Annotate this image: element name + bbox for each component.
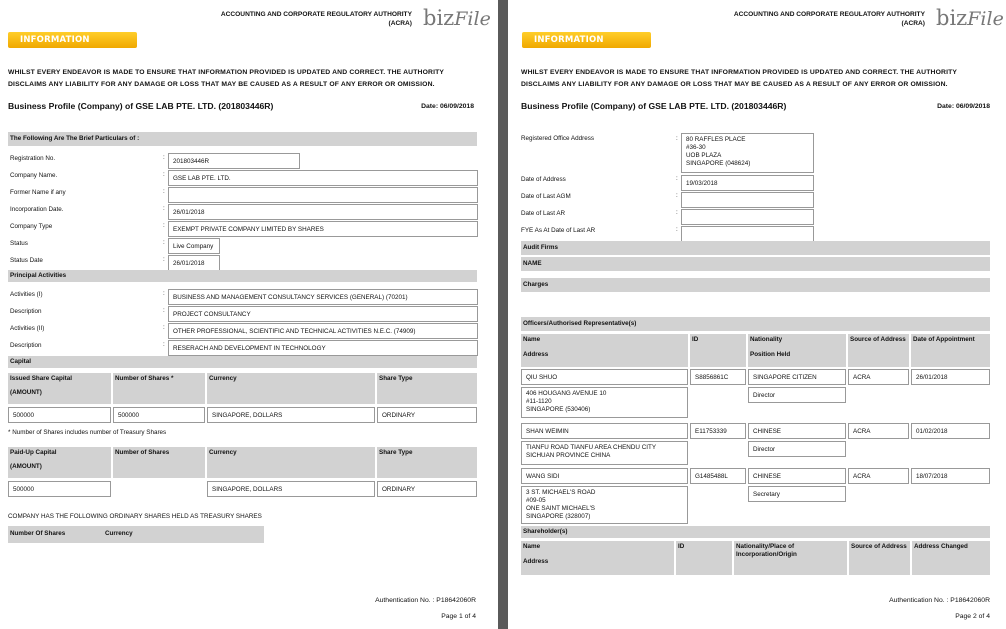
field-colon: : (163, 171, 165, 178)
officer-appointment-date: 01/02/2018 (911, 423, 990, 439)
address-line: 406 HOUGANG AVENUE 10 (526, 390, 607, 397)
address-line: SICHUAN PROVINCE CHINA (526, 452, 611, 459)
officer-nationality: CHINESE (748, 423, 846, 439)
field-colon: : (676, 209, 678, 216)
activity-value: RESERACH AND DEVELOPMENT IN TECHNOLOGY (168, 340, 478, 356)
issued-shares-header: Number of Shares * (113, 373, 205, 404)
shareholders-source-header: Source of Address (849, 541, 910, 575)
field-value: 26/01/2018 (168, 255, 220, 271)
field-value (168, 187, 478, 203)
profile-date: Date: 06/09/2018 (421, 103, 474, 110)
disclaimer: WHILST EVERY ENDEAVOR IS MADE TO ENSURE THAT INFORMATION PROVIDED IS UPDATED AND CORRECT. THE AUTHORITY DISCLAIMS ANY LIABILITY FOR ANY DAMAGE OR LOSS THAT MAY BE CAUSED AS A RESULT OF ANY ERROR OR OMISSION. (521, 69, 958, 88)
officer-appointment-date: 26/01/2018 (911, 369, 990, 385)
activity-label: Activities (I) (10, 291, 43, 298)
shareholders-heading: Shareholder(s) (521, 526, 990, 538)
officer-source: ACRA (848, 423, 909, 439)
particulars-heading: The Following Are The Brief Particulars of : (8, 132, 477, 146)
activities-heading: Principal Activities (8, 270, 477, 282)
activity-label: Description (10, 342, 42, 349)
page-number: Page 1 of 4 (441, 613, 476, 620)
officer-name: WANG SIDI (521, 468, 688, 484)
address-line: SINGAPORE (530406) (526, 406, 591, 413)
disclaimer: WHILST EVERY ENDEAVOR IS MADE TO ENSURE THAT INFORMATION PROVIDED IS UPDATED AND CORRECT. THE AUTHORITY DISCLAIMS ANY LIABILITY FOR ANY DAMAGE OR LOSS THAT MAY BE CAUSED AS A RESULT OF ANY ERROR OR OMISSION. (8, 69, 445, 88)
activity-colon: : (163, 307, 165, 314)
officers-name-address-header: Name Address (521, 334, 688, 367)
issued-capital-header: Issued Share Capital (AMOUNT) (8, 373, 111, 404)
officers-source-header: Source of Address (848, 334, 909, 367)
field-label: Status (10, 240, 28, 247)
authentication-number: Authentication No. : P18642060R (889, 597, 990, 604)
officer-nationality: CHINESE (748, 468, 846, 484)
officer-appointment-date: 18/07/2018 (911, 468, 990, 484)
field-value (681, 209, 814, 225)
field-label: Status Date (10, 257, 43, 264)
registered-office-label: Registered Office Address (521, 135, 595, 142)
officer-source: ACRA (848, 369, 909, 385)
officer-address (521, 387, 688, 418)
activity-label: Activities (II) (10, 325, 45, 332)
paidup-capital-header: Paid-Up Capital (AMOUNT) (8, 447, 111, 478)
field-colon: : (163, 239, 165, 246)
bizfile-logo: bizFile (936, 6, 1004, 30)
officer-id: E11753339 (690, 423, 746, 439)
field-label: FYE As At Date of Last AR (521, 227, 596, 234)
document-page-1 (0, 0, 498, 629)
activity-value: BUSINESS AND MANAGEMENT CONSULTANCY SERVICES (GENERAL) (70201) (168, 289, 478, 305)
paidup-currency-cell: SINGAPORE, DOLLARS (207, 481, 375, 497)
information-resources-banner: INFORMATION RESOURCES (8, 32, 137, 48)
address-line: 3 ST. MICHAEL'S ROAD (526, 489, 596, 496)
officers-id-header: ID (690, 334, 746, 367)
paidup-amount-cell: 500000 (8, 481, 111, 497)
field-value: 201803446R (168, 153, 300, 169)
field-value: 19/03/2018 (681, 175, 814, 191)
officer-position: Director (748, 387, 846, 403)
field-value: EXEMPT PRIVATE COMPANY LIMITED BY SHARES (168, 221, 478, 237)
issued-type-cell: ORDINARY (377, 407, 477, 423)
officers-nationality-header: Nationality Position Held (748, 334, 846, 367)
activity-colon: : (163, 341, 165, 348)
authentication-number: Authentication No. : P18642060R (375, 597, 476, 604)
field-label: Date of Address (521, 176, 566, 183)
field-value: GSE LAB PTE. LTD. (168, 170, 478, 186)
field-label: Incorporation Date. (10, 206, 64, 213)
address-line: #11-1120 (526, 398, 552, 405)
field-colon: : (676, 175, 678, 182)
treasury-currency-header: Currency (103, 526, 264, 543)
officer-source: ACRA (848, 468, 909, 484)
activity-value: PROJECT CONSULTANCY (168, 306, 478, 322)
officer-id: S8856861C (690, 369, 746, 385)
officer-name: SHAN WEIMIN (521, 423, 688, 439)
information-resources-banner: INFORMATION RESOURCES (522, 32, 651, 48)
shareholders-name-address-header: Name Address (521, 541, 674, 575)
field-label: Date of Last AR (521, 210, 566, 217)
document-page-2: ACCOUNTING AND CORPORATE REGULATORY AUTHORITY (ACRA) bizFile INFORMATION RESOURCES WHILST EVERY ENDEAVOR IS MADE TO ENSURE THAT INFORMATION PROVIDED IS UPDATED AND CORRECT. THE AUTHORITY DISCLAIMS ANY LIABILITY FOR ANY DAMAGE OR LOSS THAT MAY BE CAUSED AS A RESULT OF ANY ERROR OR OMISSION. Business Profile (Company) of GSE LAB PTE. LTD. (201803446R) Date: 06/09/2018 Registered Office Address : 80 RAFFLES PLACE #36-30 UOB PLAZA SINGAPORE (048624) Date of Address : 19/03/2018 Date of Last AGM : Date of Last AR : FYE As At Date of Last AR : Audit Firms NAME Charges Officers/Authorised Representative(s) Name Address ID Nationality Position Held Source of Address Date of Appointment QIU SHUO S8856861C SINGAPORE CITIZEN ACRA 26/01/2018 406 HOUGANG AVENUE 10 #11-1120 SINGAPORE (530406) Director SHAN WEIMIN E11753339 CHINESE ACRA 01/02/2018 TIANFU ROAD TIANFU AREA CHENDU CITY SICHUAN PROVINCE CHINA Director WANG SIDI G1485488L CHINESE ACRA 18/07/2018 3 ST. MICHAEL'S ROAD #09-05 ONE SAINT MICHAEL'S SINGAPORE (328007) Secretary Shareholder(s) Name Address ID Nationality/Place of Incorporation/Origin Source of Address Address Changed Authentication No. : P18642060R Page 2 of 4 (508, 0, 1006, 629)
field-colon: : (163, 222, 165, 229)
officers-heading: Officers/Authorised Representative(s) (521, 317, 990, 331)
authority-header: ACCOUNTING AND CORPORATE REGULATORY AUTHORITY (ACRA) (220, 11, 412, 27)
registered-office-address: 80 RAFFLES PLACE #36-30 UOB PLAZA SINGAPORE (048624) (681, 133, 814, 173)
issued-currency-header: Currency (207, 373, 375, 404)
treasury-note: * Number of Shares includes number of Treasury Shares (8, 429, 167, 436)
treasury-shares-header: Number Of Shares (8, 526, 103, 543)
page-number: Page 2 of 4 (955, 613, 990, 620)
authority-header: ACCOUNTING AND CORPORATE REGULATORY AUTHORITY (ACRA) (733, 11, 925, 27)
activity-value: OTHER PROFESSIONAL, SCIENTIFIC AND TECHNICAL ACTIVITIES N.E.C. (74909) (168, 323, 478, 339)
issued-shares-cell: 500000 (113, 407, 205, 423)
treasury-heading: COMPANY HAS THE FOLLOWING ORDINARY SHARES HELD AS TREASURY SHARES (8, 513, 262, 520)
field-value: 26/01/2018 (168, 204, 478, 220)
audit-name-header: NAME (521, 257, 990, 271)
paidup-type-header: Share Type (377, 447, 477, 478)
address-line: ONE SAINT MICHAEL'S (526, 505, 595, 512)
shareholders-changed-header: Address Changed (912, 541, 990, 575)
audit-firms-heading: Audit Firms (521, 241, 990, 255)
field-label: Date of Last AGM (521, 193, 571, 200)
officer-name: QIU SHUO (521, 369, 688, 385)
page-title: Business Profile (Company) of GSE LAB PTE. LTD. (201803446R) (521, 101, 787, 111)
field-colon: : (163, 256, 165, 263)
field-colon: : (163, 205, 165, 212)
field-label: Former Name if any (10, 189, 66, 196)
field-value: Live Company (168, 238, 220, 254)
field-colon: : (163, 154, 165, 161)
officers-appointment-header: Date of Appointment (911, 334, 990, 367)
capital-heading: Capital (8, 356, 477, 368)
paidup-currency-header: Currency (207, 447, 375, 478)
paidup-shares-header: Number of Shares (113, 447, 205, 478)
field-label: Company Name. (10, 172, 58, 179)
field-colon: : (676, 226, 678, 233)
field-label: Registration No. (10, 155, 56, 162)
field-value (681, 192, 814, 208)
shareholders-nationality-header: Nationality/Place of Incorporation/Origin (734, 541, 847, 575)
address-line: TIANFU ROAD TIANFU AREA CHENDU CITY (526, 444, 657, 451)
shareholders-id-header: ID (676, 541, 732, 575)
charges-heading: Charges (521, 278, 990, 292)
officer-address (521, 441, 688, 465)
field-label: Company Type (10, 223, 53, 230)
issued-type-header: Share Type (377, 373, 477, 404)
officer-position: Director (748, 441, 846, 457)
issued-currency-cell: SINGAPORE, DOLLARS (207, 407, 375, 423)
address-line: #09-05 (526, 497, 546, 504)
field-colon: : (163, 188, 165, 195)
officer-address (521, 486, 688, 524)
field-colon: : (676, 192, 678, 199)
issued-amount-cell: 500000 (8, 407, 111, 423)
page-title: Business Profile (Company) of GSE LAB PTE. LTD. (201803446R) (8, 101, 274, 111)
officer-position: Secretary (748, 486, 846, 502)
bizfile-logo: bizFile (423, 6, 491, 30)
field-value (681, 226, 814, 242)
officer-nationality: SINGAPORE CITIZEN (748, 369, 846, 385)
activity-colon: : (163, 290, 165, 297)
paidup-type-cell: ORDINARY (377, 481, 477, 497)
address-line: SINGAPORE (328007) (526, 513, 591, 520)
officer-id: G1485488L (690, 468, 746, 484)
profile-date: Date: 06/09/2018 (937, 103, 990, 110)
activity-label: Description (10, 308, 42, 315)
activity-colon: : (163, 324, 165, 331)
